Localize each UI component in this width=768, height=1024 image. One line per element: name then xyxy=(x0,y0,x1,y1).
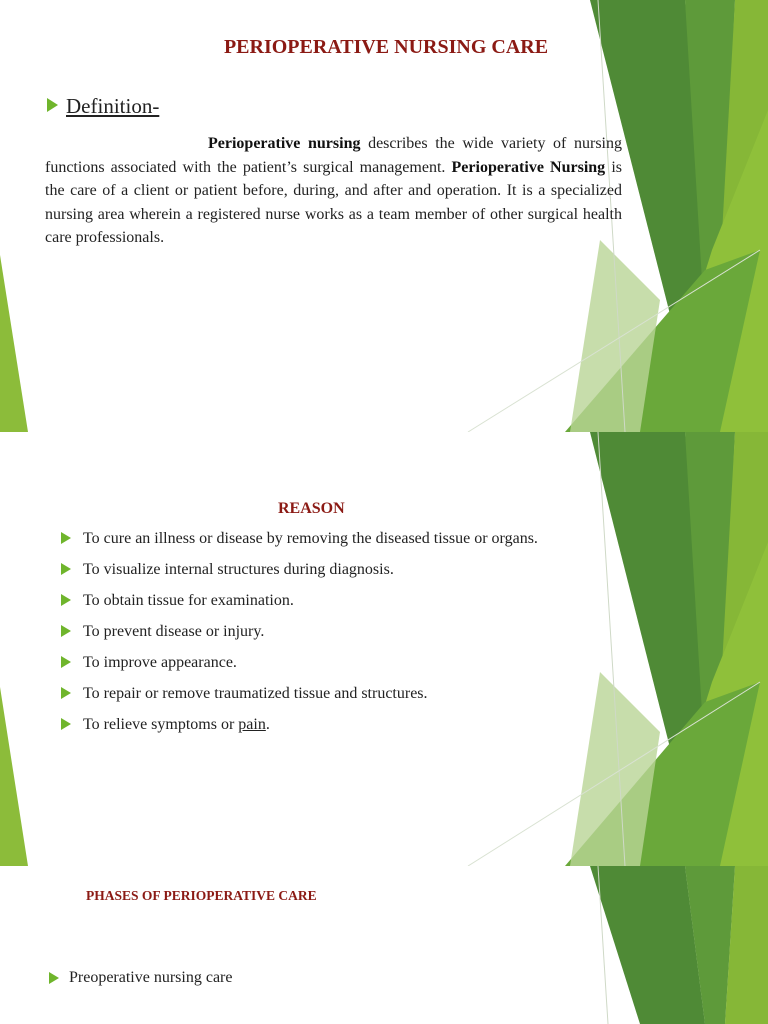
triangle-bullet-icon xyxy=(61,718,71,730)
triangle-bullet-icon xyxy=(47,98,58,112)
term-perioperative-nursing: Perioperative nursing xyxy=(208,135,361,152)
list-item: To relieve symptoms or pain. xyxy=(60,714,580,736)
triangle-bullet-icon xyxy=(61,563,71,575)
slide-title: PERIOPERATIVE NURSING CARE xyxy=(223,36,549,58)
paragraph-text: describes the wide variety of nursing functions associated with the patient’s surgical management. xyxy=(45,135,622,176)
definition-paragraph xyxy=(45,132,622,250)
triangle-bullet-icon xyxy=(61,687,71,699)
reason-list xyxy=(60,528,580,745)
triangle-bullet-icon xyxy=(61,532,71,544)
term-perioperative-nursing-2: Perioperative Nursing xyxy=(451,158,606,176)
triangle-bullet-icon xyxy=(49,972,59,984)
list-item: To repair or remove traumatized tissue and structures. xyxy=(60,683,580,705)
list-item: To improve appearance. xyxy=(60,652,580,674)
list-item: To obtain tissue for examination. xyxy=(60,590,580,612)
preoperative-item: Preoperative nursing care xyxy=(69,969,233,986)
definition-heading: Definition- xyxy=(66,94,160,118)
phases-title: PHASES OF PERIOPERATIVE CARE xyxy=(86,888,317,903)
list-item: To cure an illness or disease by removing the diseased tissue or organs. xyxy=(60,528,580,550)
slide-perioperative-definition xyxy=(0,0,768,432)
list-item: To prevent disease or injury. xyxy=(60,621,580,643)
triangle-bullet-icon xyxy=(61,594,71,606)
underlined-word: pain xyxy=(238,716,266,733)
list-item: To visualize internal structures during diagnosis. xyxy=(60,559,580,581)
paragraph-text: is the care of a client or patient before, during, and after and operation. It is a specialized nursing area wherein a registered nurse works as a team member of other surgical health care professionals. xyxy=(45,158,622,246)
triangle-bullet-icon xyxy=(61,625,71,637)
triangle-bullet-icon xyxy=(61,656,71,668)
reason-title: REASON xyxy=(278,500,345,517)
